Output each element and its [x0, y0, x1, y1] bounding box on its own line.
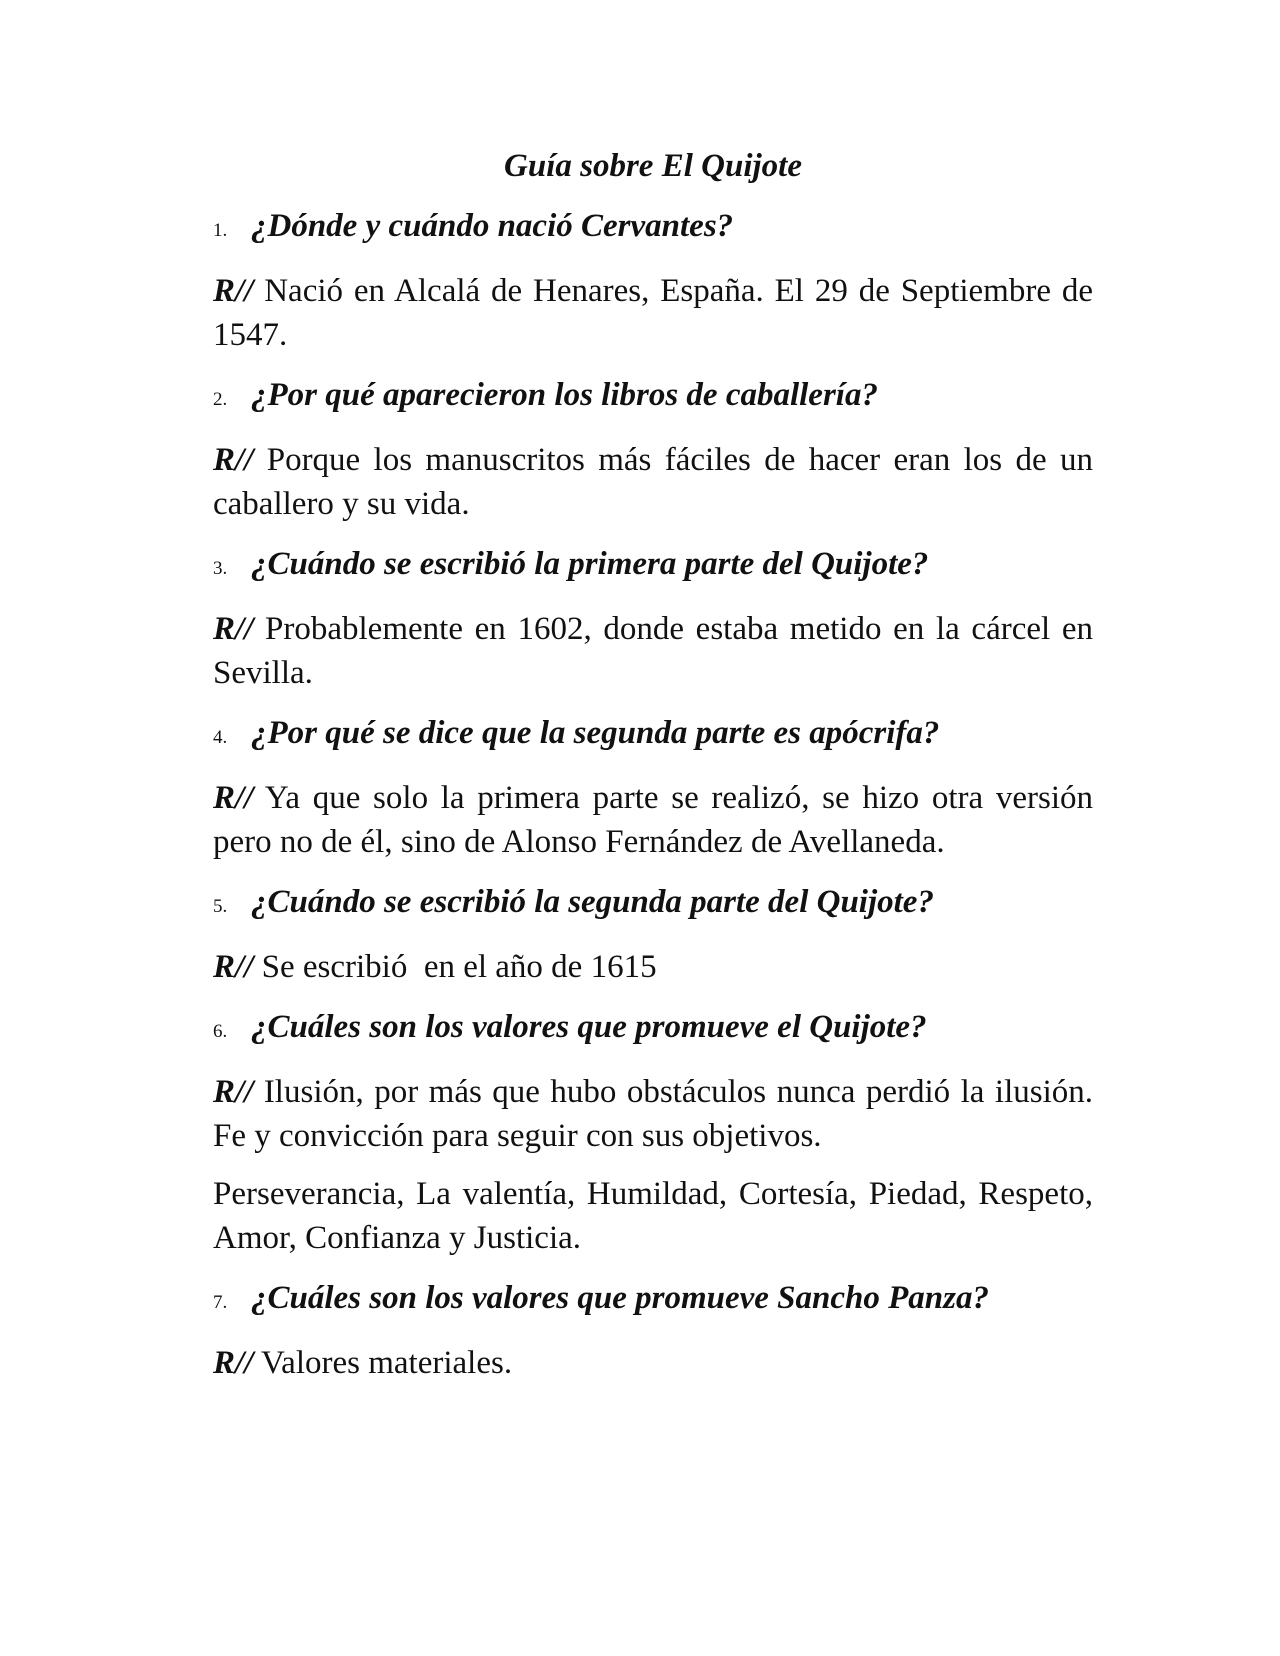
answer-prefix: R// — [213, 780, 254, 816]
answer-text: Porque los manuscritos más fáciles de hacer eran los de un caballero y su vida. — [213, 442, 1093, 522]
question-number: 2. — [213, 389, 228, 410]
answer-text: Nació en Alcalá de Henares, España. El 29 de Septiembre de 1547. — [213, 273, 1093, 353]
document-title: Guía sobre El Quijote — [504, 148, 802, 184]
question-number: 3. — [213, 558, 228, 579]
question-number: 5. — [213, 896, 228, 917]
question-text: ¿Por qué aparecieron los libros de caballería? — [251, 377, 878, 413]
question-7 — [213, 1274, 1093, 1327]
answer-text: Ilusión, por más que hubo obstáculos nunca perdió la ilusión. Fe y convicción para seguir con sus objetivos. — [213, 1074, 1093, 1154]
answer-prefix: R// — [213, 1074, 254, 1110]
question-4 — [213, 709, 1093, 762]
question-number: 1. — [213, 220, 228, 241]
question-text: ¿Por qué se dice que la segunda parte es apócrifa? — [251, 715, 940, 751]
question-text: ¿Cuáles son los valores que promueve Sancho Panza? — [251, 1280, 989, 1316]
question-number: 6. — [213, 1021, 228, 1042]
answer-text: Valores materiales. — [253, 1345, 513, 1381]
question-text: ¿Dónde y cuándo nació Cervantes? — [251, 208, 734, 244]
answer-5 — [213, 945, 1093, 989]
answer-6 — [213, 1070, 1093, 1158]
answer-text: Probablemente en 1602, donde estaba metido en la cárcel en Sevilla. — [213, 611, 1093, 691]
answer-prefix: R// — [213, 949, 254, 985]
answer-prefix: R// — [213, 442, 254, 478]
question-1 — [213, 202, 1093, 255]
answer-text: Ya que solo la primera parte se realizó, se hizo otra versión pero no de él, sino de Alonso Fernández de Avellaneda. — [213, 780, 1093, 860]
answer-7 — [213, 1341, 1093, 1385]
answer-3 — [213, 607, 1093, 695]
answer-text: Se escribió en el año de 1615 — [253, 949, 657, 985]
answer-1 — [213, 269, 1093, 357]
question-number: 7. — [213, 1292, 228, 1313]
question-text: ¿Cuándo se escribió la segunda parte del Quijote? — [251, 884, 934, 920]
question-number: 4. — [213, 727, 228, 748]
answer-2 — [213, 438, 1093, 526]
document-content — [213, 142, 1093, 1399]
question-text: ¿Cuándo se escribió la primera parte del Quijote? — [251, 546, 929, 582]
question-3 — [213, 540, 1093, 593]
answer-prefix: R// — [213, 611, 254, 647]
answer-4 — [213, 776, 1093, 864]
answer-6-continuation: Perseverancia, La valentía, Humildad, Cortesía, Piedad, Respeto, Amor, Confianza y Justicia. — [213, 1176, 1093, 1256]
answer-prefix: R// — [213, 1345, 254, 1381]
question-2 — [213, 371, 1093, 424]
answer-prefix: R// — [213, 273, 254, 309]
question-text: ¿Cuáles son los valores que promueve el Quijote? — [251, 1009, 927, 1045]
question-5 — [213, 878, 1093, 931]
question-6 — [213, 1003, 1093, 1056]
